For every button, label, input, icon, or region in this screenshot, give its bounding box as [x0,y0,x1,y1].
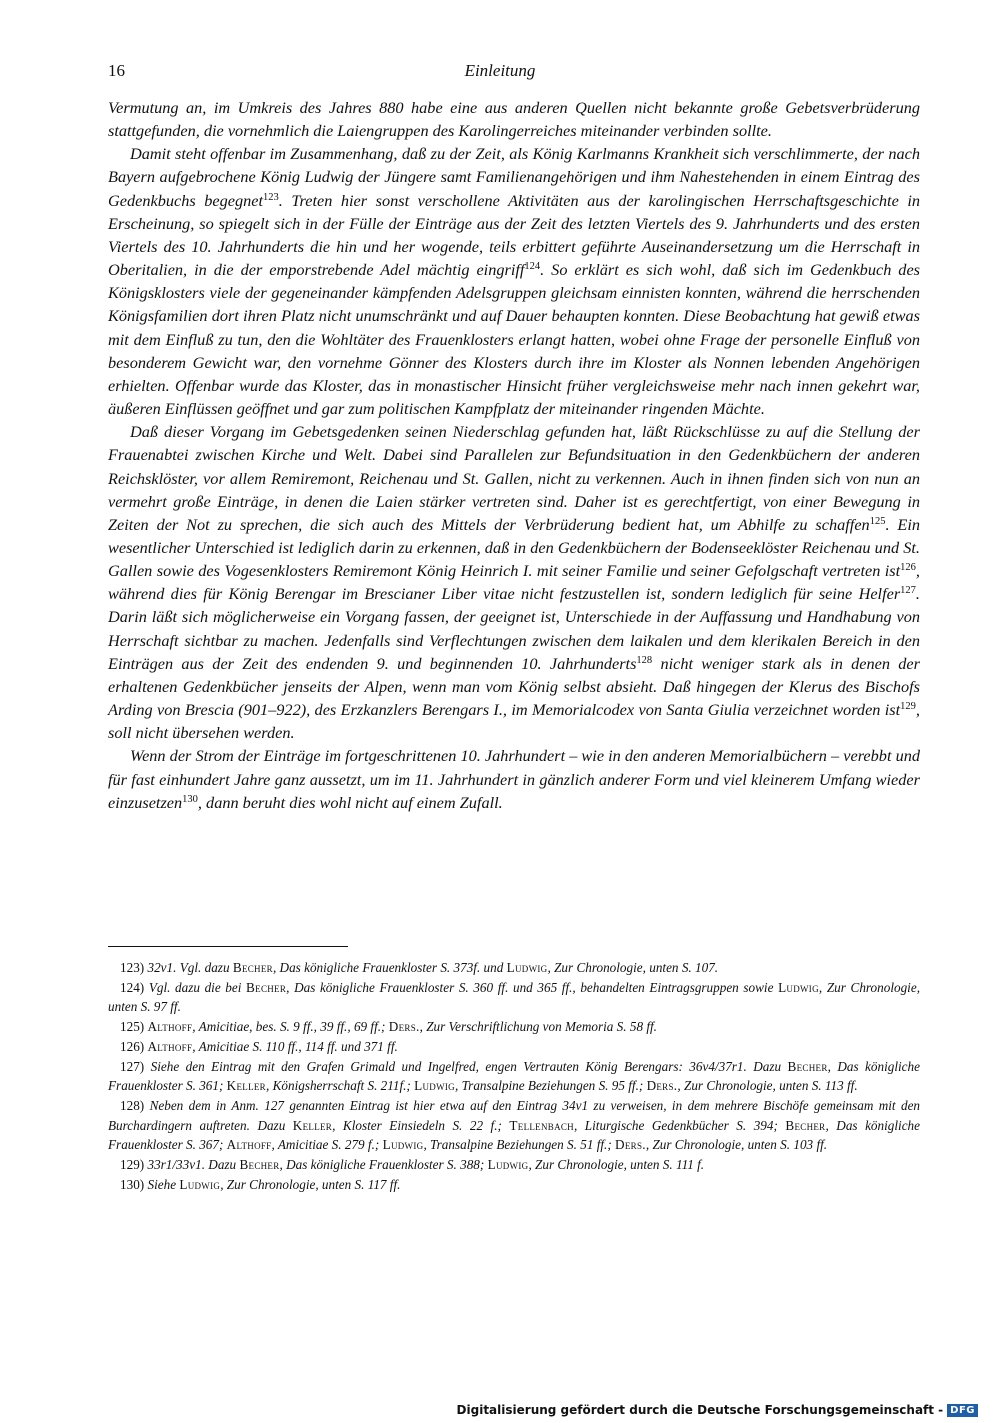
footnote-reference: 123 [263,191,279,203]
text-run: Siehe den Eintrag mit den Grafen Grimald und Ingelfred, engen Vertrauten König Berengars: 36v4/37r1. Dazu [150,1059,788,1075]
text-run: . Treten hier sonst verschollene Aktivitäten aus der karolingischen Herrschaftsgeschichte in Erscheinung, so spiegelt sich in der Fülle der Einträge aus der Zeit des letzten Viertels des 9. Jahrhunderts und des ersten Viertels des 10. Jahrhunderts die hin und her wogende, teils erbittert geführte Auseinandersetzung um die Herrschaft in Oberitalien, in die der emporstrebende Adel mächtig eingriff [108,190,920,280]
text-run: Damit steht offenbar im Zusammenhang, daß zu der Zeit, als König Karlmanns Krankheit sich verschlimmerte, der nach Bayern aufgebrochene König Ludwig der Jüngere samt Familienangehörigen und ihm Nahestehenden in einem Eintrag des Gedenkbuchs begegnet [108,144,920,210]
credit-text: Digitalisierung gefördert durch die Deutsche Forschungsgemeinschaft - [456,1403,944,1417]
running-head: Einleitung [464,61,536,80]
author-name: Ders. [615,1137,646,1153]
footnote [108,978,920,1017]
digitization-credit [457,1403,978,1417]
footnote [108,1155,920,1174]
footnote [108,1057,920,1096]
footnote-number: 126) [120,1039,145,1055]
text-run: 33r1/33v1. Dazu [147,1157,240,1173]
author-name: Ludwig [778,979,819,995]
footnotes [108,958,920,1195]
text-run: Neben dem in Anm. 127 genannten Eintrag ist hier etwa auf den Eintrag 34v1 zu verweisen, in dem mehrere Bischöfe gemeinsam mit den Burchardingern auftreten. Dazu [108,1098,921,1133]
author-name: Ludwig [506,960,548,975]
footnote-reference: 124 [524,261,541,273]
text-run: , Das königliche Frauenkloster S. 367; [108,1117,920,1153]
footnote-reference: 126 [900,562,916,574]
text-run: , Zur Chronologie, unten S. 107. [547,960,719,975]
footnote-reference: 129 [900,701,916,713]
paragraph [108,744,920,813]
author-name: Ludwig [487,1157,529,1173]
text-run: , Das königliche Frauenkloster S. 373f. und [272,960,507,975]
text-run: , Zur Chronologie, unten S. 117 ff. [220,1176,401,1192]
text-run: , Transalpine Beziehungen S. 95 ff.; [454,1078,647,1094]
author-name: Tellenbach [509,1117,574,1133]
author-name: Ders. [388,1019,420,1035]
author-name: Becher [239,1157,280,1173]
footnote-number: 129) [120,1157,145,1173]
text-run: , Das königliche Frauenkloster S. 388; [279,1157,488,1173]
text-run: . So erklärt es sich wohl, daß sich im Gedenkbuch des Königsklosters viele der gegeneinander kämpfenden Adelsgruppen gleichsam einnisten konnten, während die herrschenden Königsfamilien dort ihren Platz nicht unumschränkt und auf Dauer behaupten konnten. Diese Beobachtung hat gewiß etwas mit dem Einfluß zu tun, den die Wohltäter des Frauenklosters erlangt hatten, wobei ohne Frage der personelle Einfluß von besonderem Gewicht war, den vornehme Gönner des Klosters durch ihre im Kloster als Nonnen lebenden Angehörigen erhielten. Offenbar wurde das Kloster, das in monastischer Hinsicht früher vergleichsweise mehr nach innen gekehrt war, äußeren Einflüssen geöffnet und gar zum politischen Kampfplatz der miteinander ringenden Mächte. [108,260,921,419]
author-name: Ludwig [414,1078,455,1094]
text-run: Wenn der Strom der Einträge im fortgeschrittenen 10. Jahrhundert – wie in den anderen Memorialbüchern – verebbt und für fast einhundert Jahre ganz aussetzt, um im 11. Jahrhundert in gänzlich anderer Form und viel kleinerem Umfang wieder einzusetzen [108,746,920,812]
text-run: , Zur Chronologie, unten S. 103 ff. [645,1137,828,1153]
author-name: Ludwig [382,1137,424,1153]
author-name: Keller [226,1078,266,1094]
text-run: , soll nicht übersehen werden. [108,700,920,743]
text-run: nicht weniger stark als in denen der erhaltenen Gedenkbücher jenseits der Alpen, wenn man vom König selbst absieht. Daß hingegen der Klerus des Bischofs Arding von Brescia (901–922), des Erzkanzlers Berengars I., im Memorialcodex von Santa Giulia verzeichnet worden ist [108,653,920,720]
author-name: Becher [785,1117,826,1133]
text-run: , Amicitiae, bes. S. 9 ff., 39 ff., 69 ff.; [192,1019,389,1035]
text-run: Siehe [147,1176,180,1192]
footnote-number: 124) [120,979,145,995]
dfg-logo-icon: DFG [947,1404,978,1417]
text-run: , Liturgische Gedenkbücher S. 394; [573,1117,786,1133]
text-run: , Kloster Einsiedeln S. 22 f.; [332,1117,510,1133]
author-name: Becher [246,979,287,995]
author-name: Althoff [147,1039,193,1055]
text-run: Vgl. dazu die bei [148,979,247,995]
text-run: 32v1. Vgl. dazu [147,960,233,975]
footnote-reference: 125 [869,516,886,528]
footnote [108,1096,920,1154]
author-name: Keller [292,1117,333,1133]
text-run: , Transalpine Beziehungen S. 51 ff.; [423,1137,616,1153]
paragraph [108,96,920,142]
footnote-number: 125) [120,1019,145,1035]
author-name: Althoff [226,1137,272,1153]
text-run: . Ein wesentlicher Unterschied ist lediglich darin zu erkennen, daß in den Gedenkbüchern der Bodenseeklöster Reichenau und St. Gallen sowie des Vogesenklosters Remiremont König Heinrich I. mit seiner Familie und seiner Gefolgschaft vertreten ist [108,514,921,581]
footnote-number: 130) [120,1176,145,1192]
author-name: Becher [787,1059,828,1075]
text-run: , Zur Chronologie, unten S. 97 ff. [108,979,920,1015]
text-run: , Zur Verschriftlichung von Memoria S. 58 ff. [419,1019,657,1035]
footnote-number: 128) [120,1098,145,1114]
author-name: Ludwig [179,1176,221,1192]
text-run: , Zur Chronologie, unten S. 111 f. [528,1157,705,1173]
footnote [108,1017,920,1036]
text-run: , Königsherrschaft S. 211f.; [266,1078,415,1094]
text-run: , Amicitiae S. 110 ff., 114 ff. und 371 ff. [192,1039,398,1055]
paragraph [108,420,920,744]
text-run: Daß dieser Vorgang im Gebetsgedenken seinen Niederschlag gefunden hat, läßt Rückschlüsse zu auf die Stellung der Frauenabtei zwischen Kirche und Welt. Dabei sind Parallelen zur Befundsituation in den Gedenkbüchern der anderen Reichsklöster, vor allem Remiremont, Reichenau und St. Gallen, nicht zu verkennen. Auch in ihnen finden sich von nun an vermehrt große Einträge, in denen die Laien stärker vertreten sind. Daher ist es gerechtfertigt, von einer Bewegung in Zeiten der Not zu sprechen, die sich auch des Mittels der Verbrüderung bedient hat, um Abhilfe zu schaffen [108,422,920,534]
footnote [108,958,920,977]
footnote [108,1175,920,1194]
footnote-reference: 127 [900,585,916,597]
text-run: , Das königliche Frauenkloster S. 360 ff. und 365 ff., behandelten Eintragsgruppen sowie [286,979,779,995]
text-run: , dann beruht dies wohl nicht auf einem Zufall. [197,792,503,812]
paragraph [108,142,920,420]
text-run: Vermutung an, im Umkreis des Jahres 880 habe eine aus anderen Quellen nicht bekannte große Gebetsverbrüderung stattgefunden, die vornehmlich die Laiengruppen des Karolingerreiches miteinander verbinden sollte. [108,98,920,141]
text-run: , während dies für König Berengar im Brescianer Liber vitae nicht festzustellen ist, sondern lediglich für seine Helfer [108,561,920,604]
text-run: , Das königliche Frauenkloster S. 361; [108,1059,920,1094]
text-run: , Zur Chronologie, unten S. 113 ff. [677,1078,858,1094]
text-run: , Amicitiae S. 279 f.; [271,1137,383,1153]
footnote [108,1037,920,1056]
footnote-number: 123) [120,960,145,975]
footnote-number: 127) [120,1059,145,1075]
footnote-reference: 130 [182,793,198,805]
author-name: Becher [232,960,273,975]
footnote-divider [108,946,348,947]
footnote-reference: 128 [636,654,653,666]
author-name: Althoff [147,1019,193,1035]
author-name: Ders. [646,1078,678,1094]
body-text [108,96,920,814]
text-run: . Darin läßt sich möglicherweise ein Vorgang fassen, der geeignet ist, Unterschiede in der Auffassung und Handhabung von Herrschaft sichtbar zu machen. Jedenfalls sind Verflechtungen zwischen dem laikalen und dem klerikalen Bereich in den Einträgen aus der Zeit des endenden 9. und beginnenden 10. Jahrhunderts [108,584,920,673]
page-number: 16 [108,61,125,80]
